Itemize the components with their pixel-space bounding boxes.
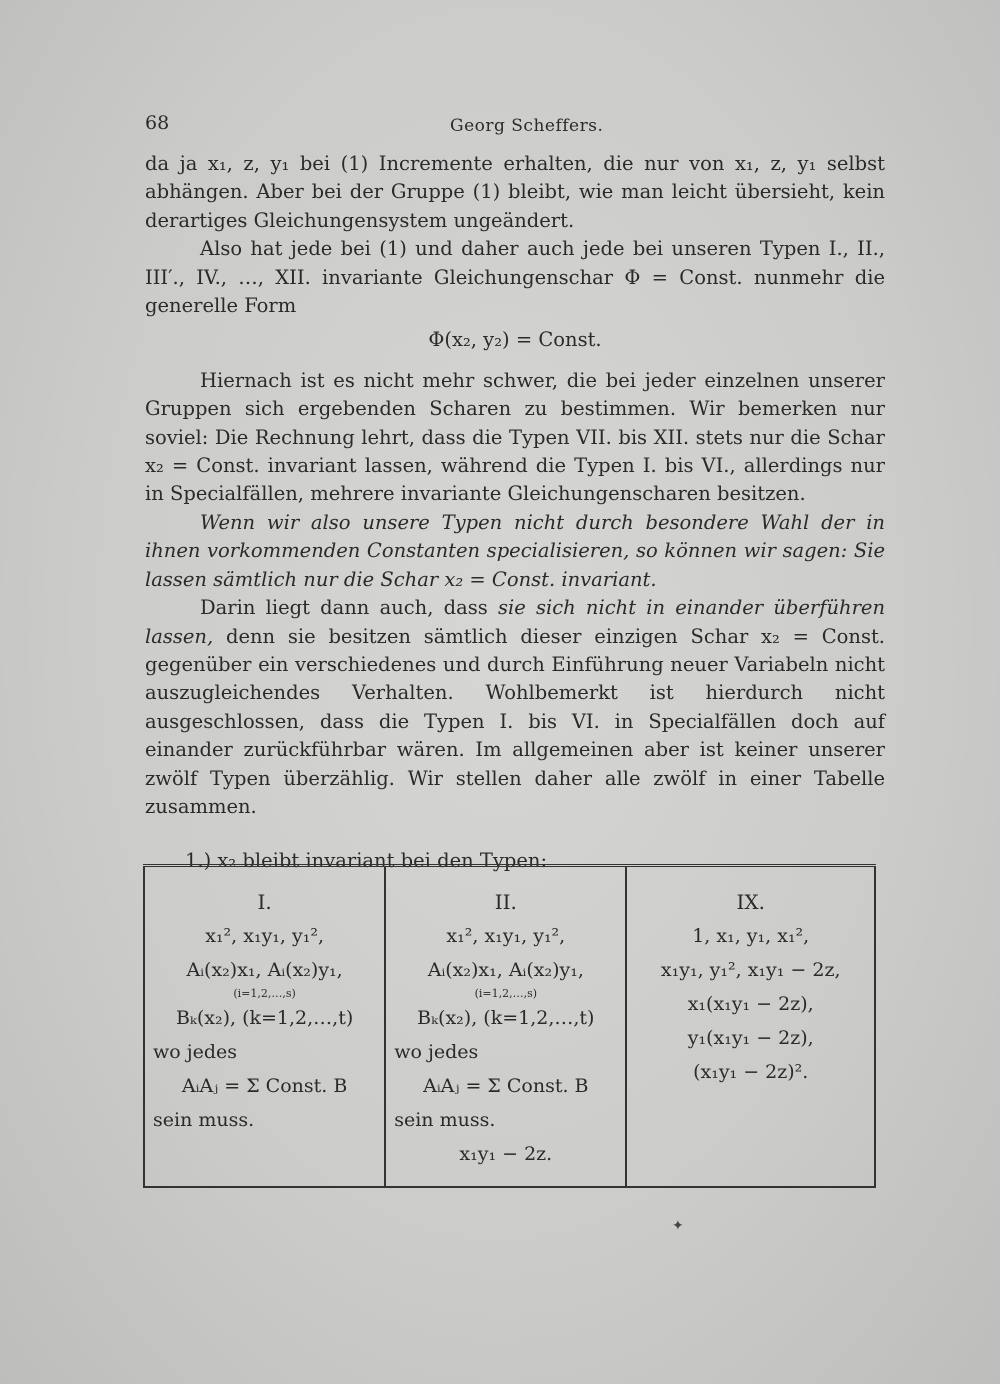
paragraph-1: da ja x₁, z, y₁ bei (1) Incremente erhalten, die nur von x₁, z, y₁ selbst abhängen. Aber bei der Gruppe (1) bleibt, wie man leicht übersieht, kein derartiges Gleichungensystem ungeändert. — [145, 152, 885, 232]
table-line: y₁(x₁y₁ − 2z), — [687, 1027, 814, 1049]
paragraph-5-emphasis: sie sich nicht in einander überführen lassen, — [145, 596, 885, 648]
table-line: x₁², x₁y₁, y₁², — [446, 925, 566, 947]
table-line: AᵢAⱼ = Σ Const. B — [423, 1075, 589, 1097]
col-label-II: II. — [494, 890, 517, 914]
col-label-I: I. — [257, 890, 272, 914]
typen-table — [143, 864, 876, 1188]
table-col-IX — [626, 866, 875, 1188]
table-line: x₁y₁ − 2z. — [459, 1143, 553, 1165]
col-label-IX: IX. — [736, 890, 765, 914]
table-line: sein muss. — [153, 1109, 255, 1131]
display-formula: Φ(x₂, y₂) = Const. — [428, 328, 602, 352]
table-line: (i=1,2,…,s) — [474, 987, 538, 1000]
table-line: (x₁y₁ − 2z)². — [693, 1061, 809, 1083]
table-line: Aᵢ(x₂)x₁, Aᵢ(x₂)y₁, — [186, 959, 343, 981]
running-title: Georg Scheffers. — [450, 116, 604, 136]
paragraph-5-start: Darin liegt dann auch, dass — [200, 596, 488, 620]
paragraph-3: Hiernach ist es nicht mehr schwer, die bei jeder einzelnen unserer Gruppen sich ergebenden Scharen zu bestimmen. Wir bemerken nur soviel: Die Rechnung lehrt, dass die Typen VII. bis XII. stets nur die Schar x₂ = Const. invariant lassen, während die Typen I. bis VI., allerdings nur in Specialfällen, mehrere invariante Gleichungenscharen besitzen. — [145, 368, 885, 506]
table-col-II — [385, 866, 626, 1188]
paragraph-5 — [145, 594, 885, 821]
table-line: Aᵢ(x₂)x₁, Aᵢ(x₂)y₁, — [427, 959, 584, 981]
table-col-I — [144, 866, 385, 1188]
paragraph-2: Also hat jede bei (1) und daher auch jede bei unseren Typen I., II., III′., IV., …, XII. invariante Gleichungenschar Φ = Const. nunmehr die generelle Form — [145, 237, 885, 318]
table-line: x₁y₁, y₁², x₁y₁ − 2z, — [660, 959, 841, 981]
paragraph-4-italic: Wenn wir also unsere Typen nicht durch besondere Wahl der in ihnen vorkommenden Constanten specialisieren, so können wir sagen: Sie lassen sämtlich nur die Schar x₂ = Const. invariant. — [145, 510, 885, 591]
ink-speck: ✦ — [672, 1218, 684, 1234]
table-line: AᵢAⱼ = Σ Const. B — [181, 1075, 348, 1097]
paragraph-5-rest: denn sie besitzen sämtlich dieser einzigen Schar x₂ = Const. gegenüber ein verschiedenes und durch Einführung neuer Variabeln nicht auszugleichendes Verhalten. Wohlbemerkt ist hierdurch nicht ausgeschlossen, dass die Typen I. bis VI. in Specialfällen doch auf einander zurückführbar wären. Im allgemeinen aber ist keiner unserer zwölf Typen überzählig. Wir stellen daher alle zwölf in einer Tabelle zusammen. — [145, 624, 885, 818]
table-line: 1, x₁, y₁, x₁², — [692, 925, 810, 947]
body-text — [145, 150, 885, 876]
table-line: wo jedes — [394, 1041, 479, 1063]
table-line: x₁(x₁y₁ − 2z), — [687, 993, 814, 1015]
table-line: x₁², x₁y₁, y₁², — [205, 925, 324, 947]
table-line: wo jedes — [153, 1041, 238, 1063]
page-number: 68 — [145, 112, 170, 134]
table-line: Bₖ(x₂), (k=1,2,…,t) — [417, 1007, 595, 1029]
section-heading: 1.) x₂ bleibt invariant bei den Typen: — [185, 849, 548, 873]
table-line: (i=1,2,…,s) — [233, 987, 296, 1000]
table-line: Bₖ(x₂), (k=1,2,…,t) — [175, 1007, 354, 1029]
table-line: sein muss. — [394, 1109, 496, 1131]
